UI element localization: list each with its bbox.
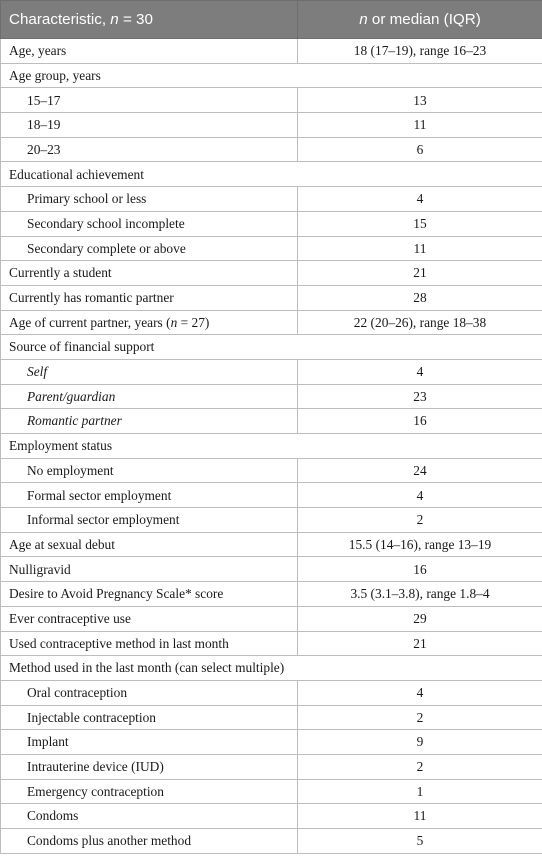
value-cell: 21 (298, 261, 542, 286)
characteristic-cell: Parent/guardian (1, 384, 298, 409)
value-cell: 4 (298, 187, 542, 212)
section-header-row (1, 656, 542, 681)
table-header (1, 1, 542, 39)
characteristic-cell: Injectable contraception (1, 705, 298, 730)
table-row (1, 532, 542, 557)
table-row (1, 754, 542, 779)
value-cell: 11 (298, 236, 542, 261)
value-cell: 1 (298, 779, 542, 804)
value-cell: 28 (298, 285, 542, 310)
value-cell: 2 (298, 508, 542, 533)
table-row (1, 39, 542, 64)
characteristic-column-header (1, 1, 298, 39)
table-row (1, 137, 542, 162)
value-cell: 4 (298, 680, 542, 705)
table-row (1, 409, 542, 434)
characteristic-cell: Secondary school incomplete (1, 211, 298, 236)
characteristic-header-n: n (110, 11, 119, 28)
characteristic-cell: Nulligravid (1, 557, 298, 582)
value-cell: 9 (298, 730, 542, 755)
section-label: Employment status (1, 434, 542, 459)
characteristic-cell: Romantic partner (1, 409, 298, 434)
characteristic-cell: Implant (1, 730, 298, 755)
characteristic-cell: Condoms (1, 804, 298, 829)
value-cell: 15 (298, 211, 542, 236)
table-row (1, 236, 542, 261)
table-row (1, 458, 542, 483)
value-cell: 24 (298, 458, 542, 483)
characteristic-cell: Condoms plus another method (1, 829, 298, 854)
characteristic-cell: 15–17 (1, 88, 298, 113)
characteristic-cell: Formal sector employment (1, 483, 298, 508)
characteristic-cell: Desire to Avoid Pregnancy Scale* score (1, 582, 298, 607)
value-cell: 2 (298, 705, 542, 730)
section-header-row (1, 434, 542, 459)
table-body (1, 39, 542, 854)
characteristic-cell: Age, years (1, 39, 298, 64)
value-cell: 5 (298, 829, 542, 854)
characteristic-cell: Self (1, 359, 298, 384)
table-row (1, 631, 542, 656)
characteristic-cell: Used contraceptive method in last month (1, 631, 298, 656)
characteristic-cell: Oral contraception (1, 680, 298, 705)
value-cell: 29 (298, 606, 542, 631)
value-cell: 15.5 (14–16), range 13–19 (298, 532, 542, 557)
value-cell: 18 (17–19), range 16–23 (298, 39, 542, 64)
characteristic-cell: 18–19 (1, 113, 298, 138)
table-row (1, 730, 542, 755)
table-row (1, 557, 542, 582)
characteristic-cell: 20–23 (1, 137, 298, 162)
characteristic-cell: Currently a student (1, 261, 298, 286)
section-header-row (1, 335, 542, 360)
table-row (1, 88, 542, 113)
characteristic-cell: Emergency contraception (1, 779, 298, 804)
value-column-header (298, 1, 542, 39)
header-row (1, 1, 542, 39)
table-row (1, 285, 542, 310)
section-label: Age group, years (1, 63, 542, 88)
section-header-row (1, 63, 542, 88)
value-cell: 22 (20–26), range 18–38 (298, 310, 542, 335)
value-header-n: n (359, 11, 368, 28)
table-row (1, 483, 542, 508)
value-cell: 11 (298, 113, 542, 138)
value-cell: 23 (298, 384, 542, 409)
characteristic-cell: No employment (1, 458, 298, 483)
table-row (1, 705, 542, 730)
value-cell: 4 (298, 359, 542, 384)
table-row (1, 829, 542, 854)
section-label: Method used in the last month (can select multiple) (1, 656, 542, 681)
table-row (1, 359, 542, 384)
characteristic-cell: Intrauterine device (IUD) (1, 754, 298, 779)
table-row (1, 582, 542, 607)
table-row (1, 211, 542, 236)
value-cell: 16 (298, 409, 542, 434)
characteristic-cell: Ever contraceptive use (1, 606, 298, 631)
table-row (1, 680, 542, 705)
table-row (1, 804, 542, 829)
table-row (1, 187, 542, 212)
value-cell: 16 (298, 557, 542, 582)
value-cell: 11 (298, 804, 542, 829)
section-header-row (1, 162, 542, 187)
table-row (1, 606, 542, 631)
characteristic-header-prefix: Characteristic, (9, 11, 111, 28)
n-symbol: n (170, 314, 178, 330)
value-header-suffix: or median (IQR) (367, 11, 481, 28)
characteristic-cell: Currently has romantic partner (1, 285, 298, 310)
value-cell: 2 (298, 754, 542, 779)
table-row (1, 261, 542, 286)
value-cell: 21 (298, 631, 542, 656)
value-cell: 13 (298, 88, 542, 113)
value-cell: 4 (298, 483, 542, 508)
table-row (1, 508, 542, 533)
characteristic-cell: Primary school or less (1, 187, 298, 212)
characteristic-cell: Age of current partner, years (n = 27) (1, 310, 298, 335)
table-row (1, 779, 542, 804)
characteristic-cell: Secondary complete or above (1, 236, 298, 261)
table-row (1, 113, 542, 138)
value-cell: 3.5 (3.1–3.8), range 1.8–4 (298, 582, 542, 607)
table-row (1, 384, 542, 409)
value-cell: 6 (298, 137, 542, 162)
characteristic-header-suffix: = 30 (118, 11, 153, 28)
section-label: Source of financial support (1, 335, 542, 360)
characteristic-cell: Age at sexual debut (1, 532, 298, 557)
table-row (1, 310, 542, 335)
characteristic-cell: Informal sector employment (1, 508, 298, 533)
section-label: Educational achievement (1, 162, 542, 187)
